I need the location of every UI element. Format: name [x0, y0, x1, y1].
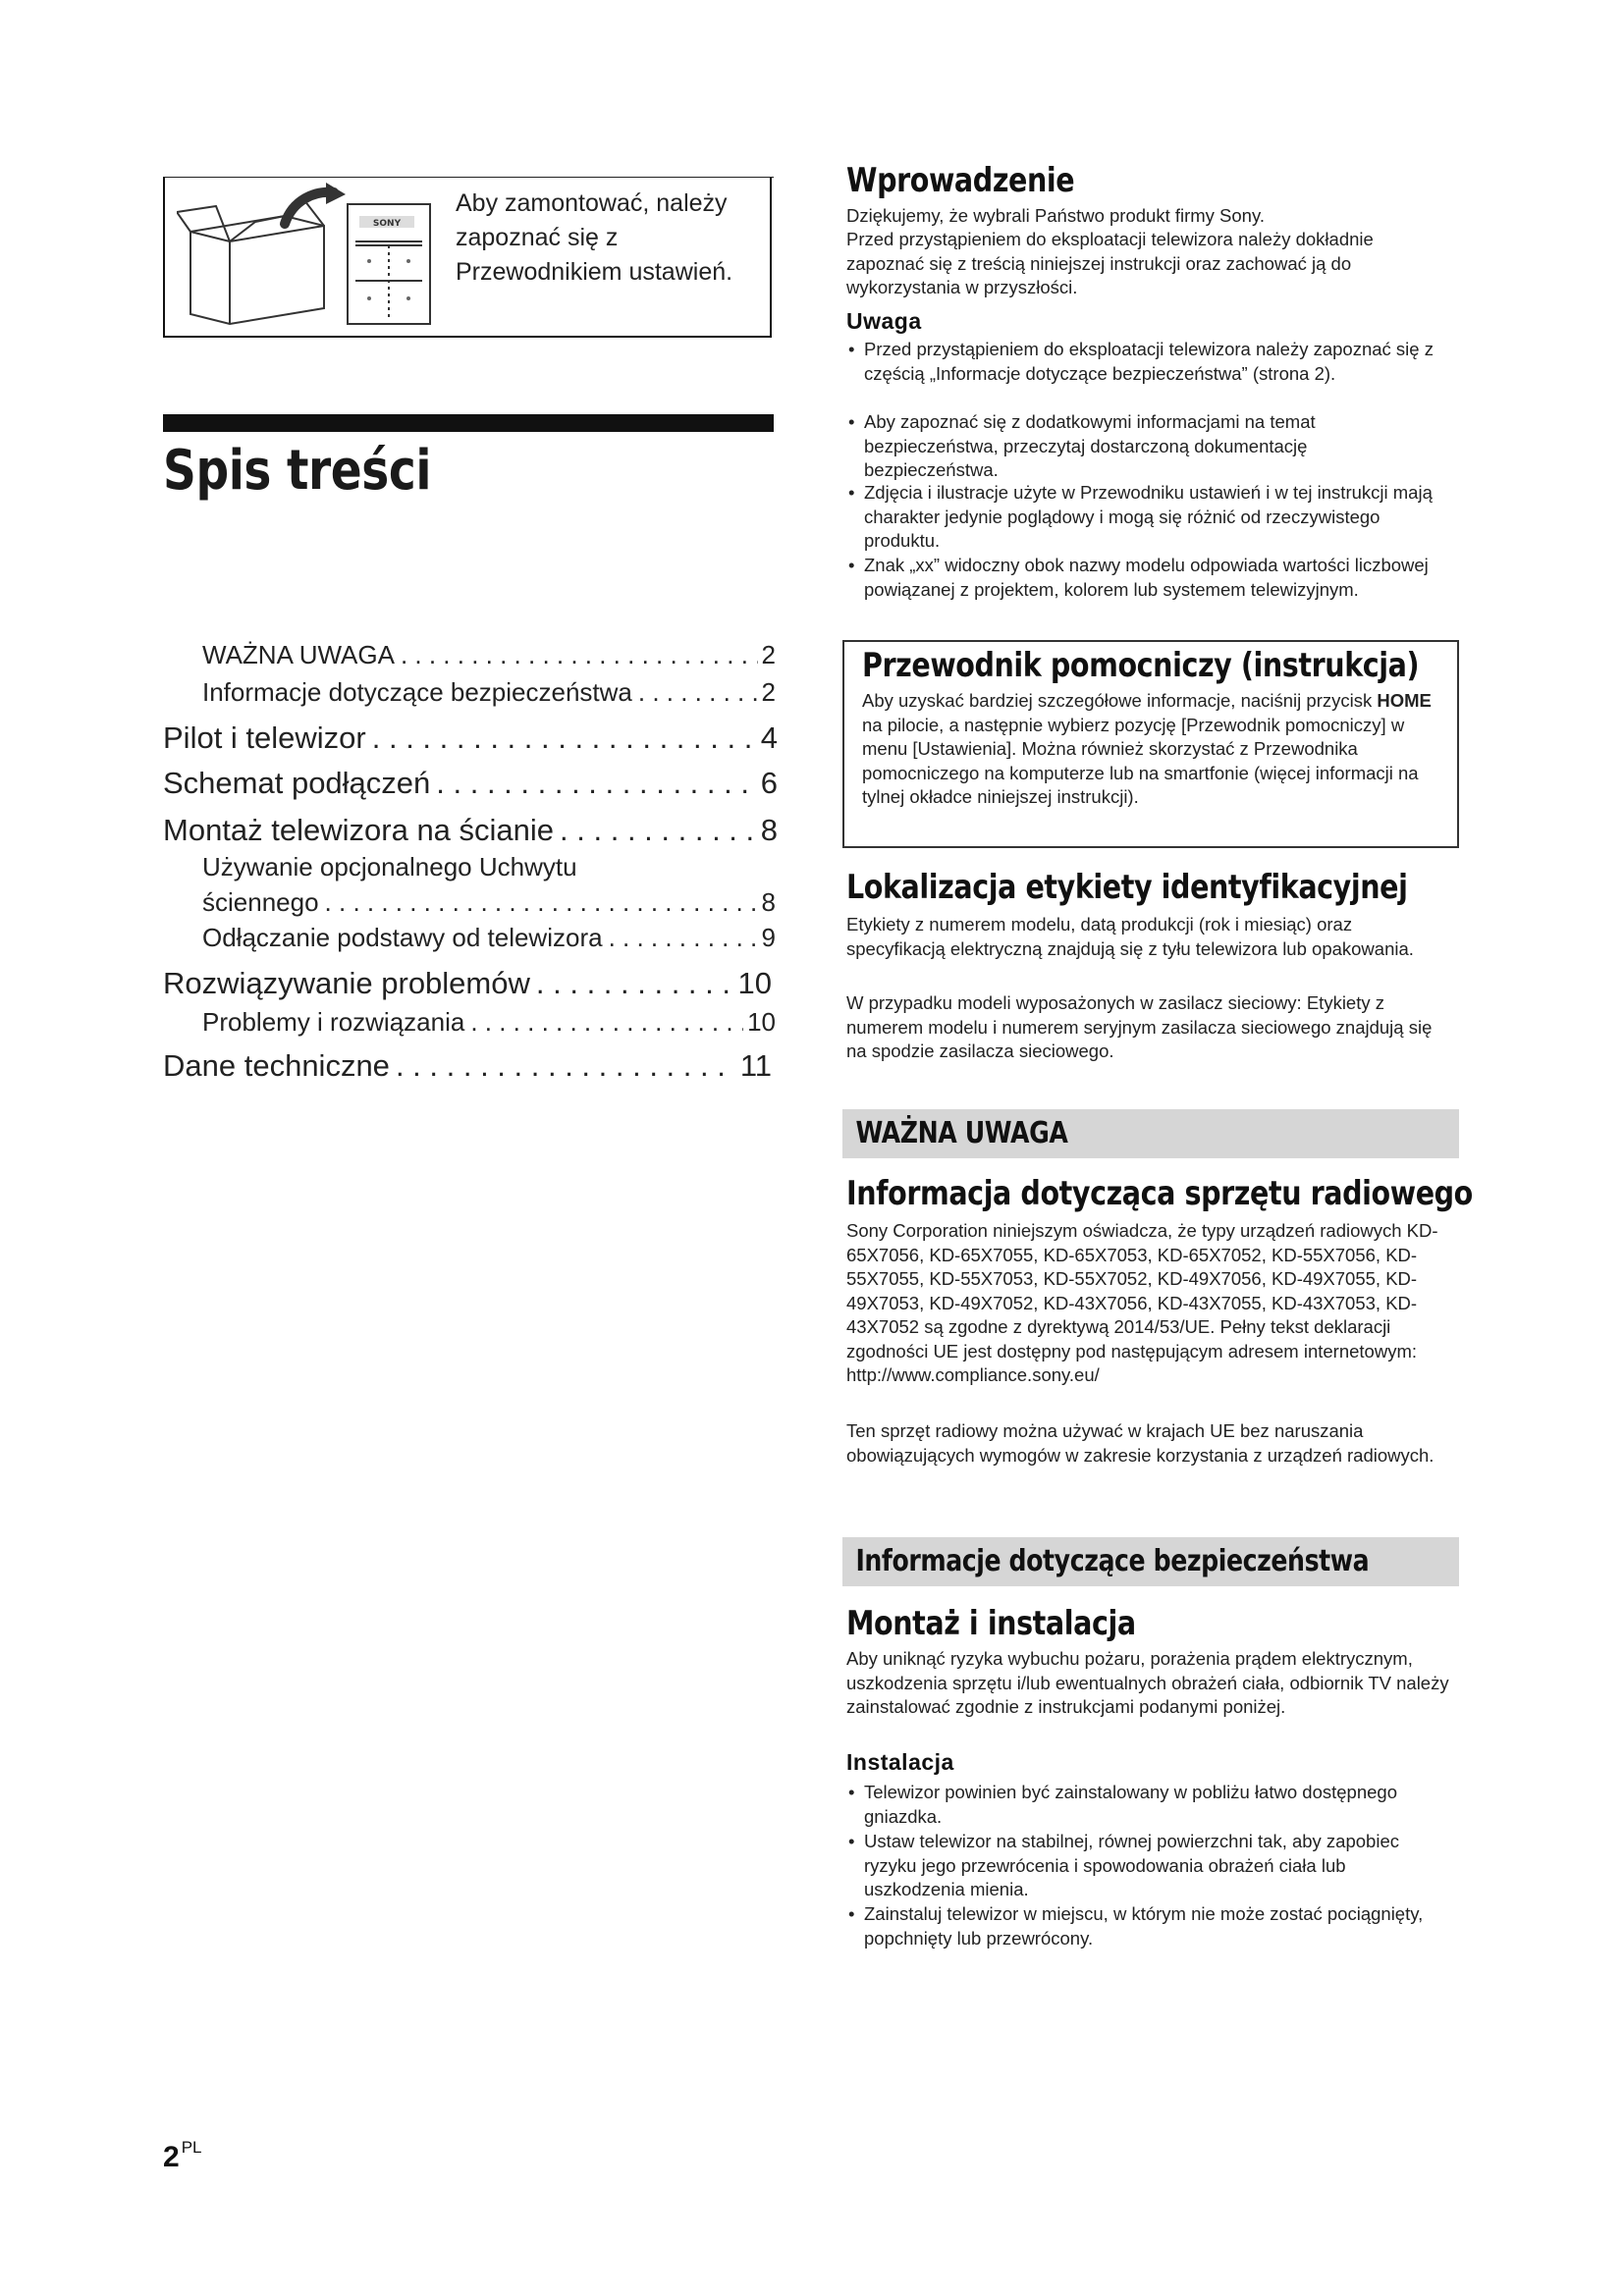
radio-equipment-para-2: Ten sprzęt radiowy można używać w krajach UE bez naruszania obowiązujących wymogów w zakresie korzystania z urządzeń radiowych.	[846, 1420, 1435, 1466]
note-bullet: • Znak „xx” widoczny obok nazwy modelu odpowiada wartości liczbowej powiązanej z projektem, kolorem lub systemem telewizyjnym.	[848, 554, 1437, 602]
radio-equipment-title: Informacja dotycząca sprzętu radiowego	[846, 1174, 1473, 1213]
intro-para-1: Dziękujemy, że wybrali Państwo produkt firmy Sony.	[846, 205, 1265, 226]
installation-bullet: • Ustaw telewizor na stabilnej, równej powierzchni tak, aby zapobiec ryzyku jego przewrócenia i spowodowania obrażeń ciała lub uszkodzenia mienia.	[848, 1830, 1437, 1902]
note-bullet: • Przed przystąpieniem do eksploatacji telewizora należy zapoznać się z częścią „Informacje dotyczące bezpieczeństwa” (strona 2).	[848, 338, 1437, 386]
tv-box-guide-illustration	[177, 183, 442, 330]
toc-entry[interactable]: WAŻNA UWAGA . . . 2	[202, 640, 776, 670]
safety-section-title: Informacje dotyczące bezpieczeństwa	[855, 1544, 1370, 1578]
illustration-caption: Aby zamontować, należy zapoznać się z Przewodnikiem ustawień.	[456, 189, 733, 286]
help-guide-text: Aby uzyskać bardziej szczegółowe informacje, naciśnij przycisk HOME na pilocie, a następnie wybierz pozycję [Przewodnik pomocniczy] w menu [Ustawienia]. Można również skorzystać z Przewodnika pomocniczego na komputerze lub na smartfonie (więcej informacji na tylnej okładce niniejszej instrukcji).	[862, 690, 1432, 807]
label-location-para-1: Etykiety z numerem modelu, datą produkcji (rok i miesiąc) oraz specyfikacją elektryczną znajdują się z tyłu telewizora lub opakowania.	[846, 914, 1414, 959]
radio-equipment-para-1: Sony Corporation niniejszym oświadcza, że typy urządzeń radiowych KD-65X7056, KD-65X7055, KD-65X7053, KD-65X7052, KD-55X7056, KD-55X7055, KD-55X7053, KD-55X7052, KD-49X7056, KD-49X7055, KD-49X7053, KD-49X7052, KD-43X7056, KD-43X7055, KD-43X7053, KD-43X7052 są zgodne z dyrektywą 2014/53/UE. Pełny tekst deklaracji zgodności UE jest dostępny pod następującym adresem internetowym: http://www.compliance.sony.eu/	[846, 1220, 1438, 1385]
important-section-title: WAŻNA UWAGA	[855, 1116, 1068, 1150]
page-number: 2 $^{PL}$	[163, 2138, 202, 2173]
toc-header-bar	[163, 414, 774, 432]
intro-title: Wprowadzenie	[846, 161, 1075, 200]
toc-entry[interactable]: ściennego . . . 8	[202, 887, 776, 918]
toc-entry[interactable]: Pilot i telewizor . . . 4	[163, 721, 778, 756]
toc-entry[interactable]: Montaż telewizora na ścianie . . . 8	[163, 813, 778, 848]
note-title: Uwaga	[846, 308, 922, 334]
help-guide-title: Przewodnik pomocniczy (instrukcja)	[862, 646, 1420, 685]
language-code: PL	[181, 2138, 202, 2157]
toc-entry[interactable]: Dane techniczne . . . 11	[163, 1048, 772, 1084]
label-location-para-2: W przypadku modeli wyposażonych w zasilacz sieciowy: Etykiety z numerem modelu i numerem seryjnym zasilacza sieciowego znajdują się na spodzie zasilacza sieciowego.	[846, 992, 1433, 1061]
toc-entry-label[interactable]: Używanie opcjonalnego Uchwytu	[202, 852, 577, 881]
toc-entry[interactable]: Schemat podłączeń . . . 6	[163, 766, 778, 801]
installation-bullet: • Zainstaluj telewizor w miejscu, w którym nie może zostać pociągnięty, popchnięty lub przewrócony.	[848, 1902, 1437, 1950]
note-bullet: • Aby zapoznać się z dodatkowymi informacjami na temat bezpieczeństwa, przeczytaj dostarczoną dokumentację bezpieczeństwa.	[848, 410, 1437, 483]
installation-para: Aby uniknąć ryzyka wybuchu pożaru, porażenia prądem elektrycznym, uszkodzenia sprzętu i/lub ewentualnych obrażeń ciała, odbiornik TV należy zainstalować zgodnie z instrukcjami podanymi poniżej.	[846, 1648, 1449, 1717]
safety-section-bar	[842, 1537, 1459, 1586]
toc-entry[interactable]: Informacje dotyczące bezpieczeństwa . . . 2	[202, 677, 776, 708]
installation-bullet: • Telewizor powinien być zainstalowany w pobliżu łatwo dostępnego gniazdka.	[848, 1781, 1437, 1829]
toc-entry[interactable]: Odłączanie podstawy od telewizora . . . 9	[202, 923, 776, 953]
installation-title: Montaż i instalacja	[846, 1604, 1136, 1643]
important-section-bar	[842, 1109, 1459, 1158]
toc-title: Spis treści	[163, 439, 432, 503]
home-button-label: HOME	[1377, 690, 1432, 711]
installation-subtitle: Instalacja	[846, 1749, 954, 1775]
sony-logo: SONY	[372, 219, 402, 229]
toc-entry[interactable]: Problemy i rozwiązania . . . 10	[202, 1007, 776, 1038]
toc-entry[interactable]: Rozwiązywanie problemów . . . 10	[163, 966, 772, 1001]
note-bullet: • Zdjęcia i ilustracje użyte w Przewodniku ustawień i w tej instrukcji mają charakter jedynie poglądowy i mogą się różnić od rzeczywistego produktu.	[848, 481, 1437, 554]
label-location-title: Lokalizacja etykiety identyfikacyjnej	[846, 868, 1408, 907]
intro-para-2: Przed przystąpieniem do eksploatacji telewizora należy dokładnie zapoznać się z treścią niniejszej instrukcji oraz zachować ją do wykorzystania w przyszłości.	[846, 229, 1374, 297]
